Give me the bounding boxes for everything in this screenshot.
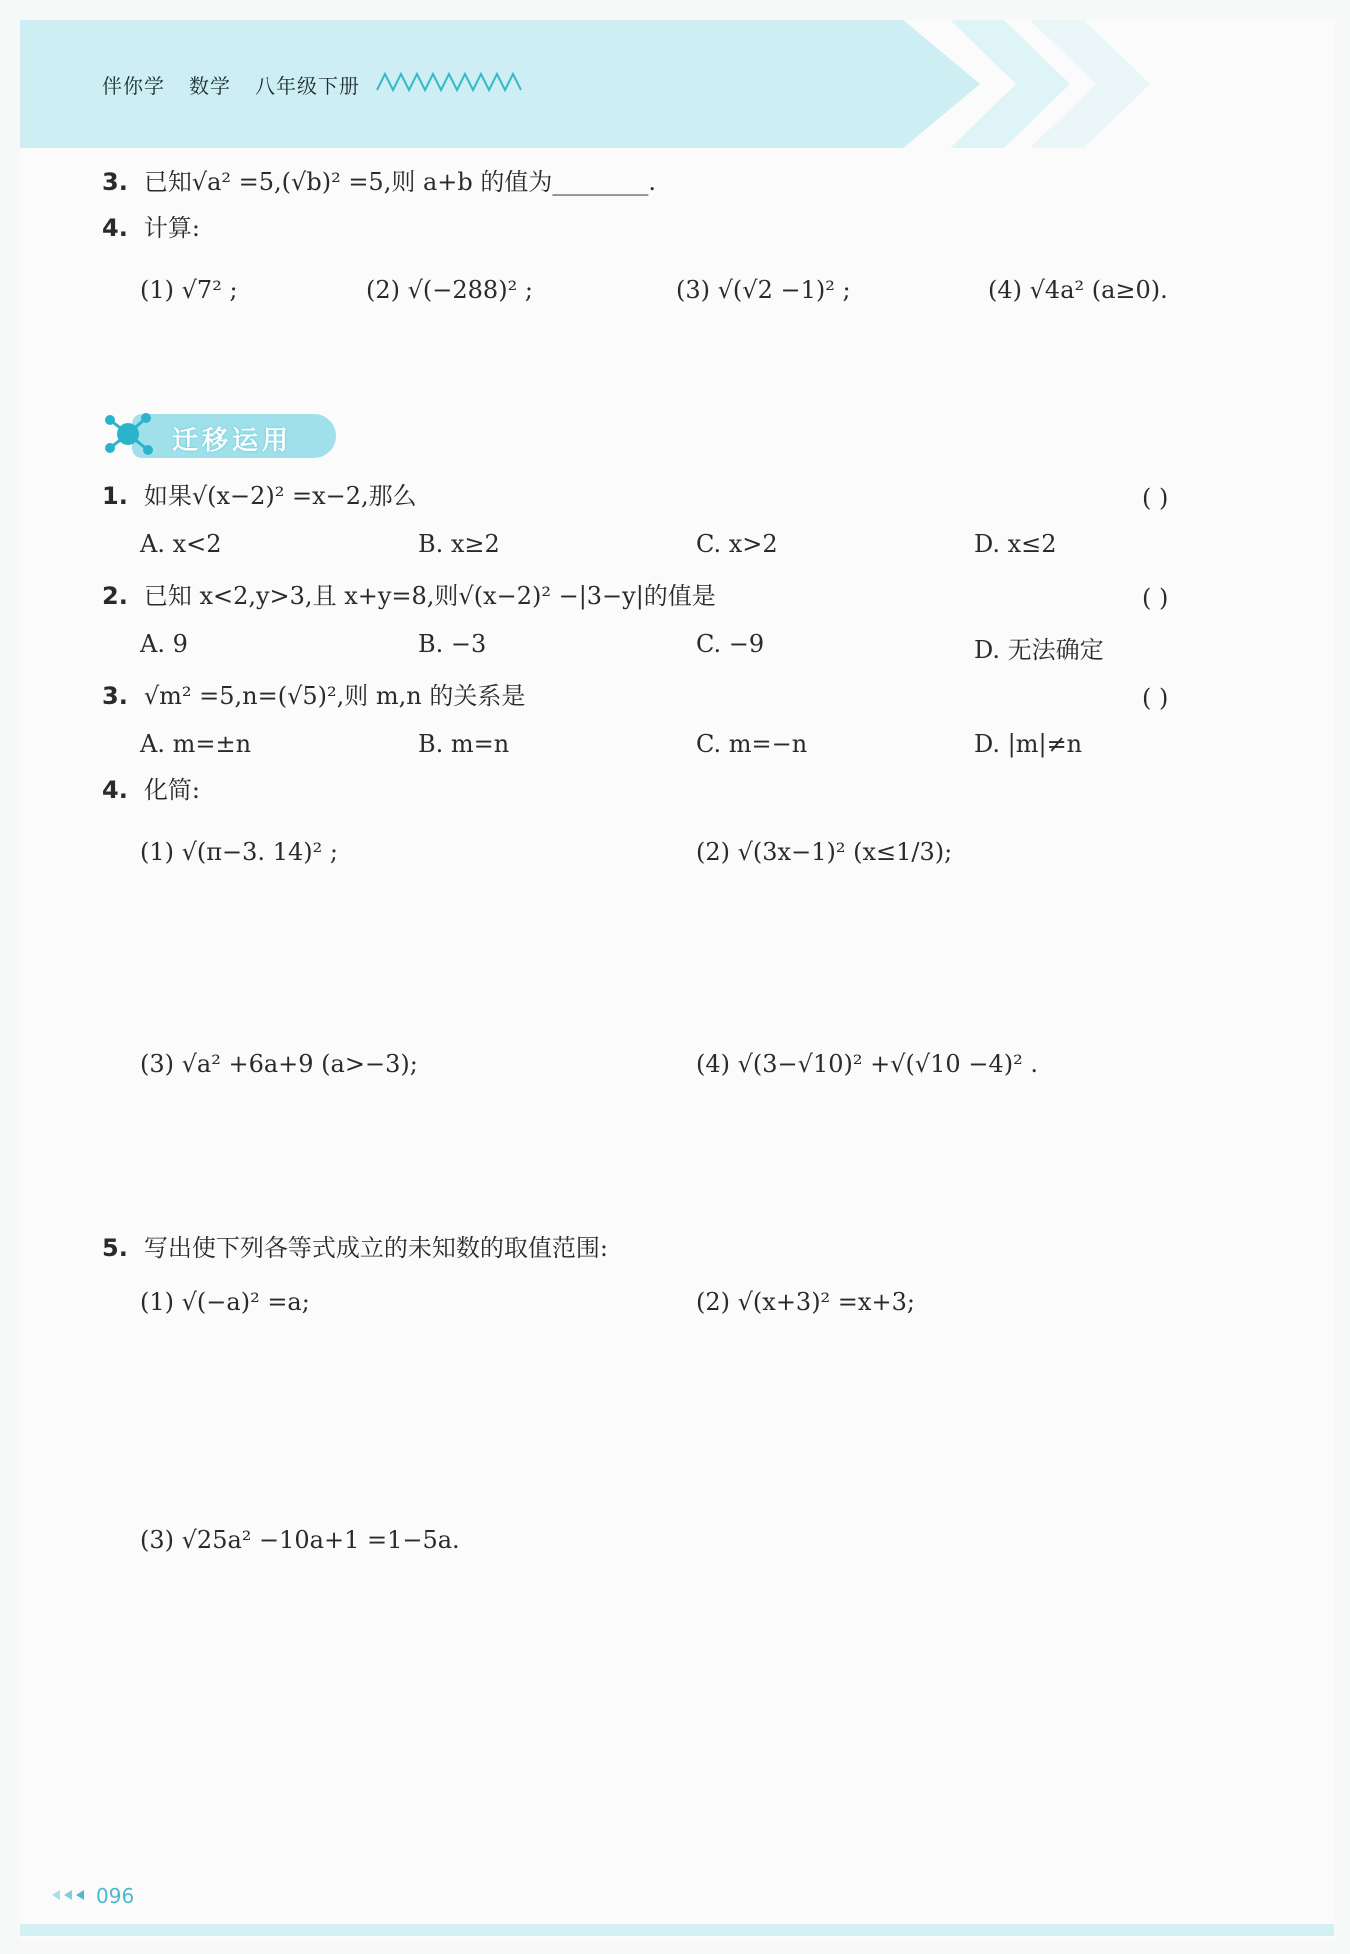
mc-3-option-d[interactable]: D. |m|≠n (974, 730, 1083, 758)
answer-bracket[interactable]: ( ) (1142, 484, 1169, 512)
mc-3-option-a[interactable]: A. m=±n (140, 730, 252, 758)
answer-bracket[interactable]: ( ) (1142, 584, 1169, 612)
calc-item-3: (3) √(√2 −1)² ; (676, 276, 851, 304)
mc-question-3 (102, 684, 525, 708)
section-badge (102, 408, 338, 460)
calc-item-1: (1) √7² ; (140, 276, 238, 304)
page-background (20, 20, 1334, 1940)
question-stem: 如果√(x−2)² =x−2,那么 (143, 482, 417, 510)
question-number: 3. (102, 168, 128, 196)
question-3 (102, 170, 656, 194)
mc-2-option-d[interactable]: D. 无法确定 (974, 636, 1104, 664)
mc-question-1 (102, 484, 417, 508)
range-item-1: (1) √(−a)² =a; (140, 1288, 310, 1316)
header-title (102, 70, 384, 99)
simplify-item-4: (4) √(3−√10)² +√(√10 −4)² . (696, 1050, 1038, 1078)
simplify-item-3: (3) √a² +6a+9 (a>−3); (140, 1050, 418, 1078)
mc-3-option-b[interactable]: B. m=n (418, 730, 510, 758)
question-stem: 已知 x<2,y>3,且 x+y=8,则√(x−2)² −|3−y|的值是 (143, 582, 716, 610)
question-number: 5. (102, 1234, 128, 1262)
question-text: 写出使下列各等式成立的未知数的取值范围: (143, 1234, 608, 1262)
footer-arrow-icon (52, 1888, 92, 1902)
question-stem: √m² =5,n=(√5)²,则 m,n 的关系是 (143, 682, 526, 710)
zigzag-decoration (375, 72, 523, 92)
range-item-2: (2) √(x+3)² =x+3; (696, 1288, 915, 1316)
simplify-item-1: (1) √(π−3. 14)² ; (140, 838, 338, 866)
question-text: 化简: (143, 776, 200, 804)
simplify-item-2: (2) √(3x−1)² (x≤1/3); (696, 838, 953, 866)
question-text: 计算: (143, 214, 200, 242)
question-4 (102, 216, 200, 240)
question-number: 4. (102, 776, 128, 804)
range-question (102, 1236, 608, 1260)
question-number: 2. (102, 582, 128, 610)
footer-band (20, 1924, 1334, 1936)
molecule-icon (102, 408, 158, 460)
range-item-3: (3) √25a² −10a+1 =1−5a. (140, 1526, 460, 1554)
question-number: 3. (102, 682, 128, 710)
mc-3-option-c[interactable]: C. m=−n (696, 730, 808, 758)
header-subject: 数学 (189, 74, 231, 98)
page-number: 096 (96, 1884, 135, 1908)
mc-2-option-b[interactable]: B. −3 (418, 630, 487, 658)
calc-item-4: (4) √4a² (a≥0). (988, 276, 1168, 304)
calc-item-2: (2) √(−288)² ; (366, 276, 533, 304)
mc-1-option-c[interactable]: C. x>2 (696, 530, 778, 558)
mc-1-option-d[interactable]: D. x≤2 (974, 530, 1057, 558)
simplify-question (102, 778, 200, 802)
mc-1-option-b[interactable]: B. x≥2 (418, 530, 500, 558)
question-number: 4. (102, 214, 128, 242)
mc-2-option-a[interactable]: A. 9 (140, 630, 188, 658)
header-book: 伴你学 (102, 74, 165, 98)
section-title: 迁移运用 (172, 426, 293, 456)
question-text: 已知√a² =5,(√b)² =5,则 a+b 的值为________. (143, 168, 656, 196)
mc-2-option-c[interactable]: C. −9 (696, 630, 765, 658)
question-number: 1. (102, 482, 128, 510)
header-grade: 八年级下册 (255, 74, 360, 98)
mc-question-2 (102, 584, 716, 608)
mc-1-option-a[interactable]: A. x<2 (140, 530, 222, 558)
answer-bracket[interactable]: ( ) (1142, 684, 1169, 712)
